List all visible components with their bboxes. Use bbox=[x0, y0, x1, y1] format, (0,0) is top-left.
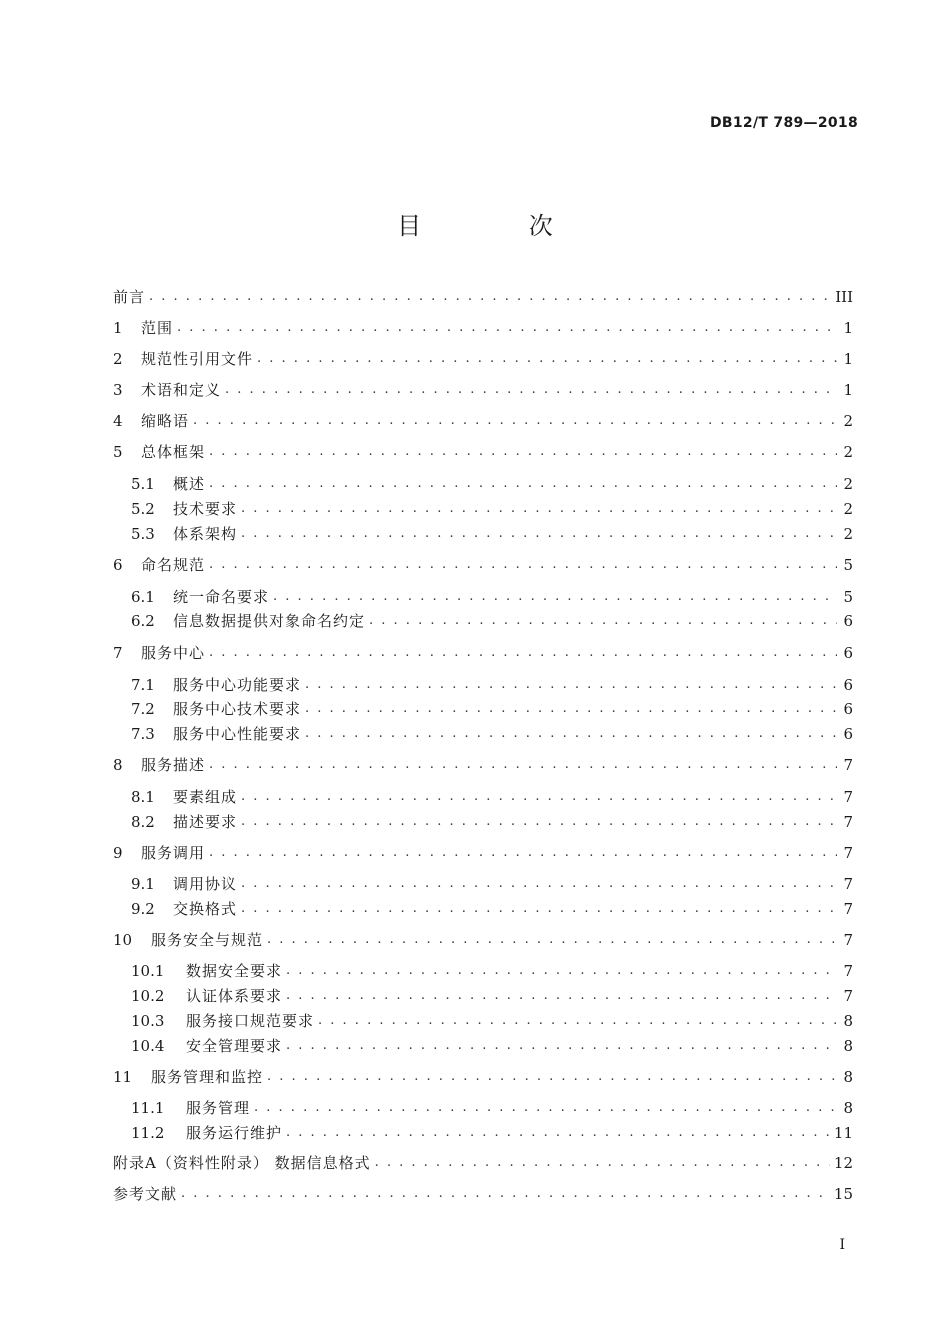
toc-entry-10-2[interactable] bbox=[131, 983, 853, 1009]
toc-entry-number: 9.1 bbox=[131, 875, 155, 893]
toc-entry-page: 6 bbox=[843, 612, 853, 630]
toc-leader bbox=[181, 1181, 830, 1207]
toc-entry-7-3[interactable] bbox=[131, 721, 853, 747]
toc-entry-references[interactable] bbox=[113, 1181, 853, 1207]
toc-leader bbox=[209, 471, 837, 497]
toc-entry-6-2[interactable] bbox=[131, 608, 853, 634]
toc-leader bbox=[209, 552, 837, 578]
toc-leader bbox=[318, 1008, 837, 1034]
toc-entry-number: 11.1 bbox=[131, 1099, 165, 1117]
toc-entry-page: 15 bbox=[833, 1185, 853, 1203]
toc-entry-text: 参考文献 bbox=[113, 1185, 178, 1203]
toc-entry-page: 1 bbox=[843, 381, 853, 399]
toc-entry-text: 概述 bbox=[173, 475, 206, 493]
toc-leader bbox=[305, 672, 837, 698]
toc-entry-number: 5.2 bbox=[131, 500, 155, 518]
toc-entry-number: 11.2 bbox=[131, 1124, 165, 1142]
toc-entry-6[interactable] bbox=[113, 552, 853, 578]
toc-entry-9[interactable] bbox=[113, 840, 853, 866]
toc-entry-11-1[interactable] bbox=[131, 1095, 853, 1121]
toc-entry-text: 前言 bbox=[113, 288, 146, 306]
toc-entry-number: 6.2 bbox=[131, 612, 155, 630]
toc-entry-number: 2 bbox=[113, 350, 123, 368]
toc-entry-8[interactable] bbox=[113, 752, 853, 778]
toc-entry-number: 8.1 bbox=[131, 788, 155, 806]
page-number: I bbox=[839, 1237, 845, 1253]
toc-entry-number: 11 bbox=[113, 1068, 133, 1086]
toc-entry-page: 11 bbox=[833, 1124, 853, 1142]
toc-entry-6-1[interactable] bbox=[131, 584, 853, 610]
toc-entry-text: 服务运行维护 bbox=[186, 1124, 283, 1142]
toc-entry-text: 服务调用 bbox=[141, 844, 206, 862]
toc-entry-number: 10 bbox=[113, 931, 133, 949]
toc-entry-10-1[interactable] bbox=[131, 958, 853, 984]
toc-entry-text: 要素组成 bbox=[173, 788, 238, 806]
toc-entry-9-2[interactable] bbox=[131, 896, 853, 922]
toc-entry-7-1[interactable] bbox=[131, 672, 853, 698]
toc-entry-page: 7 bbox=[843, 844, 853, 862]
toc-entry-number: 9.2 bbox=[131, 900, 155, 918]
toc-entry-number: 10.4 bbox=[131, 1037, 165, 1055]
toc-entry-number: 7.2 bbox=[131, 700, 155, 718]
toc-entry-appendix-a[interactable] bbox=[113, 1150, 853, 1176]
toc-leader bbox=[369, 608, 837, 634]
toc-entry-text: 服务描述 bbox=[141, 756, 206, 774]
toc-entry-preface[interactable] bbox=[113, 284, 853, 310]
toc-entry-page: 8 bbox=[843, 1037, 853, 1055]
toc-entry-number: 7.1 bbox=[131, 676, 155, 694]
toc-entry-8-2[interactable] bbox=[131, 809, 853, 835]
toc-entry-number: 10.2 bbox=[131, 987, 165, 1005]
toc-leader bbox=[241, 871, 837, 897]
page-title: 目 次 bbox=[397, 212, 603, 240]
toc-entry-page: 7 bbox=[843, 987, 853, 1005]
toc-entry-text: 描述要求 bbox=[173, 813, 238, 831]
toc-leader bbox=[225, 377, 837, 403]
toc-entry-text: 范围 bbox=[141, 319, 174, 337]
toc-leader bbox=[286, 1033, 837, 1059]
toc-entry-page: 8 bbox=[843, 1068, 853, 1086]
toc-entry-text: 交换格式 bbox=[173, 900, 238, 918]
toc-entry-number: 8.2 bbox=[131, 813, 155, 831]
toc-entry-page: 2 bbox=[843, 443, 853, 461]
toc-entry-page: III bbox=[835, 288, 853, 306]
toc-entry-text: 信息数据提供对象命名约定 bbox=[173, 612, 366, 630]
toc-leader bbox=[375, 1150, 830, 1176]
toc-entry-page: 7 bbox=[843, 788, 853, 806]
toc-entry-page: 2 bbox=[843, 500, 853, 518]
toc-entry-text: 附录A（资料性附录） 数据信息格式 bbox=[113, 1154, 371, 1172]
toc-leader bbox=[209, 752, 837, 778]
toc-entry-page: 5 bbox=[843, 588, 853, 606]
toc-entry-text: 认证体系要求 bbox=[186, 987, 283, 1005]
toc-leader bbox=[286, 958, 837, 984]
toc-entry-text: 调用协议 bbox=[173, 875, 238, 893]
toc-entry-number: 3 bbox=[113, 381, 123, 399]
toc-entry-page: 2 bbox=[843, 525, 853, 543]
toc-entry-text: 安全管理要求 bbox=[186, 1037, 283, 1055]
toc-entry-10-4[interactable] bbox=[131, 1033, 853, 1059]
toc-entry-1[interactable] bbox=[113, 315, 853, 341]
toc-entry-text: 服务安全与规范 bbox=[151, 931, 264, 949]
toc-entry-page: 7 bbox=[843, 756, 853, 774]
toc-entry-text: 规范性引用文件 bbox=[141, 350, 254, 368]
toc-entry-text: 术语和定义 bbox=[141, 381, 222, 399]
toc-leader bbox=[209, 840, 837, 866]
toc-entry-7-2[interactable] bbox=[131, 696, 853, 722]
toc-entry-text: 服务管理和监控 bbox=[151, 1068, 264, 1086]
toc-entry-number: 1 bbox=[113, 319, 123, 337]
toc-leader bbox=[286, 983, 837, 1009]
toc-entry-5-2[interactable] bbox=[131, 496, 853, 522]
toc-entry-text: 服务管理 bbox=[186, 1099, 251, 1117]
toc-leader bbox=[273, 584, 837, 610]
toc-entry-text: 服务中心功能要求 bbox=[173, 676, 302, 694]
toc-entry-page: 7 bbox=[843, 962, 853, 980]
toc-entry-text: 服务中心 bbox=[141, 644, 206, 662]
toc-entry-5[interactable] bbox=[113, 439, 853, 465]
toc-entry-number: 10.1 bbox=[131, 962, 165, 980]
toc-entry-page: 2 bbox=[843, 475, 853, 493]
toc-entry-text: 统一命名要求 bbox=[173, 588, 270, 606]
toc-leader bbox=[305, 721, 837, 747]
toc-entry-page: 6 bbox=[843, 725, 853, 743]
toc-entry-text: 缩略语 bbox=[141, 412, 190, 430]
toc-entry-4[interactable] bbox=[113, 408, 853, 434]
toc-entry-9-1[interactable] bbox=[131, 871, 853, 897]
toc-leader bbox=[305, 696, 837, 722]
toc-entry-11[interactable] bbox=[113, 1064, 853, 1090]
toc-leader bbox=[241, 896, 837, 922]
toc-entry-page: 6 bbox=[843, 676, 853, 694]
toc-entry-page: 1 bbox=[843, 319, 853, 337]
toc-entry-page: 6 bbox=[843, 644, 853, 662]
toc-entry-number: 5.3 bbox=[131, 525, 155, 543]
toc-leader bbox=[254, 1095, 837, 1121]
toc-entry-number: 5.1 bbox=[131, 475, 155, 493]
toc-entry-page: 7 bbox=[843, 875, 853, 893]
toc-entry-page: 8 bbox=[843, 1012, 853, 1030]
toc-entry-number: 5 bbox=[113, 443, 123, 461]
toc-entry-10-3[interactable] bbox=[131, 1008, 853, 1034]
toc-leader bbox=[177, 315, 837, 341]
toc-entry-page: 12 bbox=[833, 1154, 853, 1172]
toc-leader bbox=[209, 640, 837, 666]
toc-leader bbox=[267, 1064, 837, 1090]
toc-entry-page: 7 bbox=[843, 931, 853, 949]
toc-entry-7[interactable] bbox=[113, 640, 853, 666]
toc-entry-number: 7.3 bbox=[131, 725, 155, 743]
toc-leader bbox=[267, 927, 837, 953]
toc-leader bbox=[193, 408, 837, 434]
toc-entry-text: 技术要求 bbox=[173, 500, 238, 518]
toc-entry-number: 7 bbox=[113, 644, 123, 662]
toc-leader bbox=[241, 521, 837, 547]
toc-entry-page: 2 bbox=[843, 412, 853, 430]
toc-entry-text: 数据安全要求 bbox=[186, 962, 283, 980]
toc-leader bbox=[286, 1120, 830, 1146]
toc-entry-number: 9 bbox=[113, 844, 123, 862]
doc-code: DB12/T 789—2018 bbox=[710, 115, 858, 131]
toc-entry-11-2[interactable] bbox=[131, 1120, 853, 1146]
toc-leader bbox=[149, 284, 831, 310]
toc-entry-number: 8 bbox=[113, 756, 123, 774]
toc-entry-5-3[interactable] bbox=[131, 521, 853, 547]
toc-entry-text: 体系架构 bbox=[173, 525, 238, 543]
toc-leader bbox=[241, 496, 837, 522]
toc-entry-page: 8 bbox=[843, 1099, 853, 1117]
toc-entry-page: 7 bbox=[843, 813, 853, 831]
toc-entry-text: 服务中心性能要求 bbox=[173, 725, 302, 743]
toc-entry-8-1[interactable] bbox=[131, 784, 853, 810]
toc-entry-5-1[interactable] bbox=[131, 471, 853, 497]
toc-entry-3[interactable] bbox=[113, 377, 853, 403]
toc-leader bbox=[209, 439, 837, 465]
toc-leader bbox=[241, 809, 837, 835]
toc-entry-text: 总体框架 bbox=[141, 443, 206, 461]
toc-leader bbox=[241, 784, 837, 810]
toc-entry-number: 6 bbox=[113, 556, 123, 574]
toc-entry-page: 6 bbox=[843, 700, 853, 718]
toc-leader bbox=[257, 346, 837, 372]
toc-entry-text: 服务接口规范要求 bbox=[186, 1012, 315, 1030]
toc-entry-10[interactable] bbox=[113, 927, 853, 953]
toc-entry-text: 服务中心技术要求 bbox=[173, 700, 302, 718]
toc-entry-page: 1 bbox=[843, 350, 853, 368]
toc-entry-number: 10.3 bbox=[131, 1012, 165, 1030]
toc-entry-number: 4 bbox=[113, 412, 123, 430]
toc-entry-page: 7 bbox=[843, 900, 853, 918]
toc-entry-2[interactable] bbox=[113, 346, 853, 372]
toc-entry-text: 命名规范 bbox=[141, 556, 206, 574]
toc-entry-page: 5 bbox=[843, 556, 853, 574]
toc-entry-number: 6.1 bbox=[131, 588, 155, 606]
